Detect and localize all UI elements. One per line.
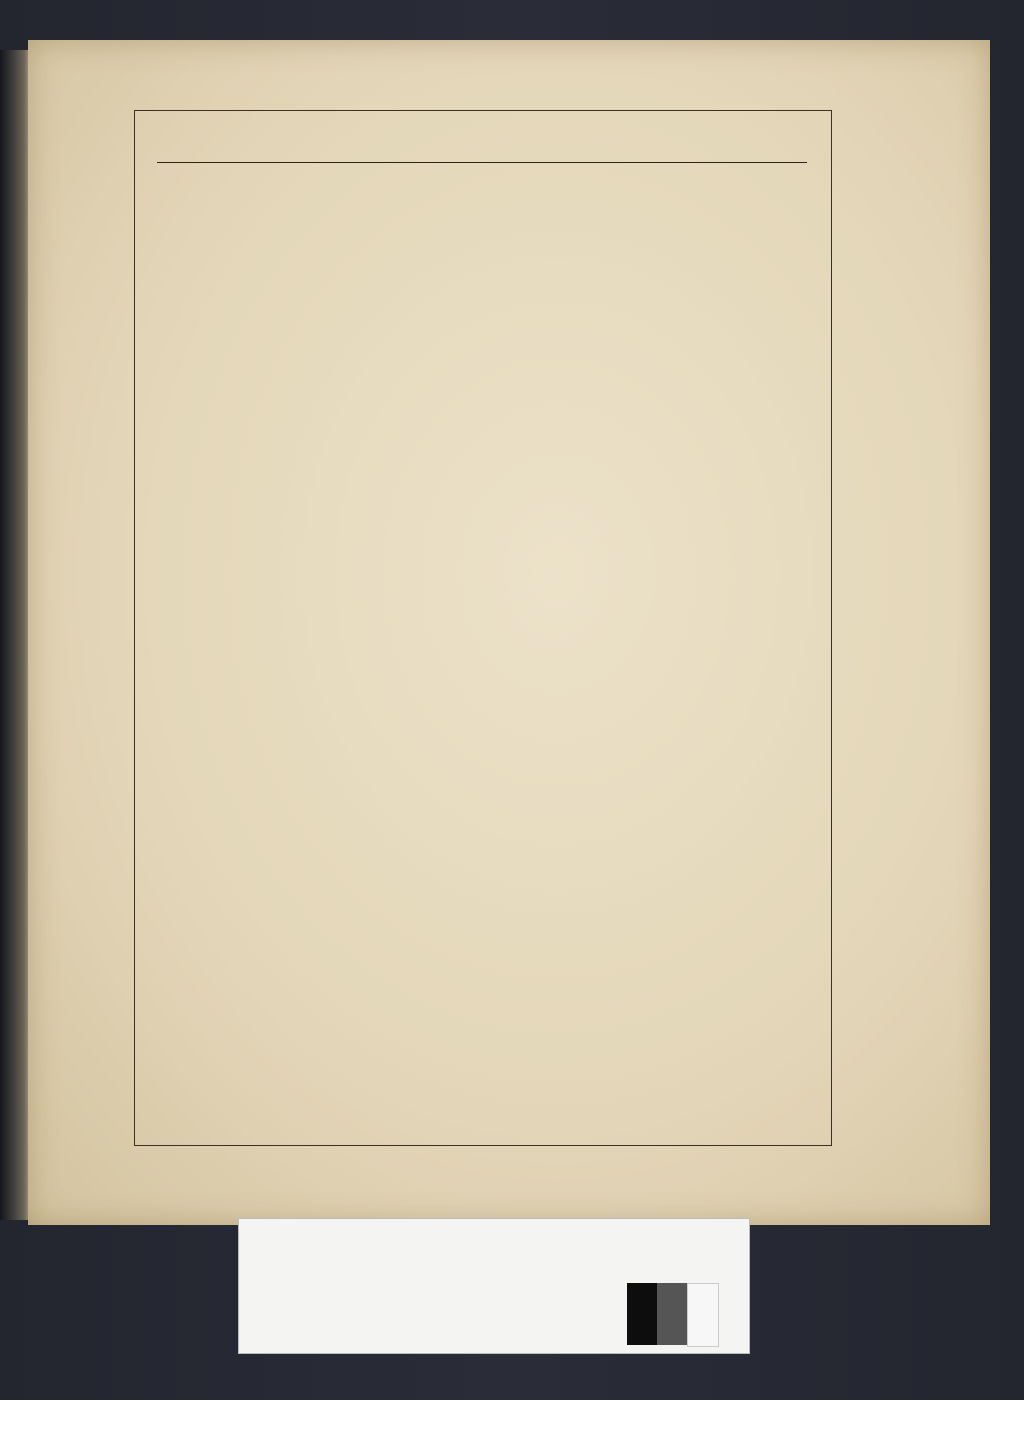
imprint-rule <box>157 162 807 163</box>
ornament-border-bottom <box>100 1152 862 1178</box>
ornament-border-right <box>836 100 862 1150</box>
library-color-card <box>238 1218 750 1354</box>
gray-patch-white <box>687 1283 719 1347</box>
ruler-numbers <box>249 1317 519 1347</box>
gray-patch-mid <box>657 1283 687 1345</box>
ornament-border-top <box>100 78 862 104</box>
heading-line <box>138 124 826 156</box>
ornament-border-left <box>100 100 126 1150</box>
book-spine-edge <box>0 50 30 1220</box>
title-page-text <box>138 112 826 167</box>
copyright-footer <box>0 1400 1024 1429</box>
text-frame <box>134 110 832 1146</box>
scale-ruler <box>253 1277 503 1315</box>
gray-patch-black <box>627 1283 657 1345</box>
